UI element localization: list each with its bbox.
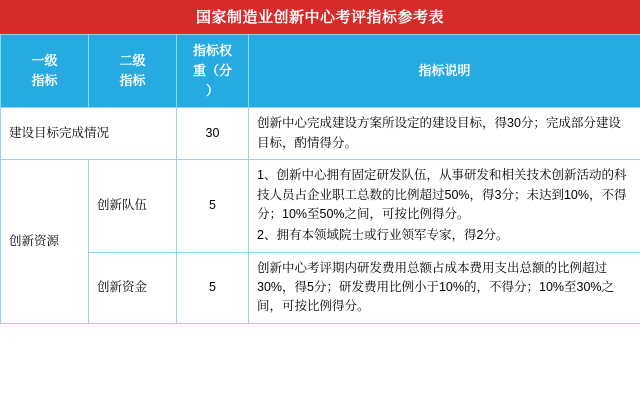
cell-weight-innovation-team: 5 — [177, 160, 249, 253]
column-header-level2-line1: 二级 — [119, 53, 146, 69]
column-header-level1-line2: 指标 — [31, 73, 58, 89]
cell-description-innovation-team — [249, 160, 640, 253]
cell-level2-innovation-team: 创新队伍 — [89, 160, 177, 253]
column-header-level2 — [89, 35, 177, 108]
cell-description-innovation-fund — [249, 252, 640, 323]
table-row — [1, 160, 640, 253]
description-paragraph: 创新中心完成建设方案所设定的建设目标，得30分；完成部分建设目标，酌情得分。 — [257, 116, 621, 150]
column-header-weight-line2: 重（分 — [192, 63, 232, 79]
column-header-level1 — [1, 35, 89, 108]
cell-weight-construction-goal: 30 — [177, 108, 249, 160]
column-header-weight-line3: ） — [205, 83, 219, 99]
evaluation-index-table — [0, 34, 640, 324]
table-row — [1, 108, 640, 160]
column-header-level2-line2: 指标 — [119, 73, 146, 89]
table-header-row — [1, 35, 640, 108]
cell-level2-innovation-fund: 创新资金 — [89, 252, 177, 323]
cell-description-construction-goal — [249, 108, 640, 160]
cell-level1-innovation-resource: 创新资源 — [1, 160, 89, 324]
column-header-weight-line1: 指标权 — [192, 43, 232, 58]
column-header-description: 指标说明 — [249, 35, 640, 108]
cell-weight-innovation-fund: 5 — [177, 252, 249, 323]
column-header-level1-line1: 一级 — [31, 53, 58, 69]
table-row — [1, 252, 640, 323]
description-paragraph: 1、创新中心拥有固定研发队伍，从事研发和相关技术创新活动的科技人员占企业职工总数的比例超过50%，得3分；未达到10%，不得分；10%至50%之间，可按比例得分。 — [257, 168, 627, 221]
description-paragraph: 创新中心考评期内研发费用总额占成本费用支出总额的比例超过30%，得5分；研发费用比例小于10%的，不得分；10%至30%之间，可按比例得分。 — [257, 260, 615, 314]
document-title: 国家制造业创新中心考评指标参考表 — [0, 0, 640, 34]
column-header-weight — [177, 35, 249, 108]
description-paragraph: 2、拥有本领域院士或行业领军专家，得2分。 — [257, 228, 509, 243]
cell-level1-construction-goal: 建设目标完成情况 — [1, 108, 177, 160]
